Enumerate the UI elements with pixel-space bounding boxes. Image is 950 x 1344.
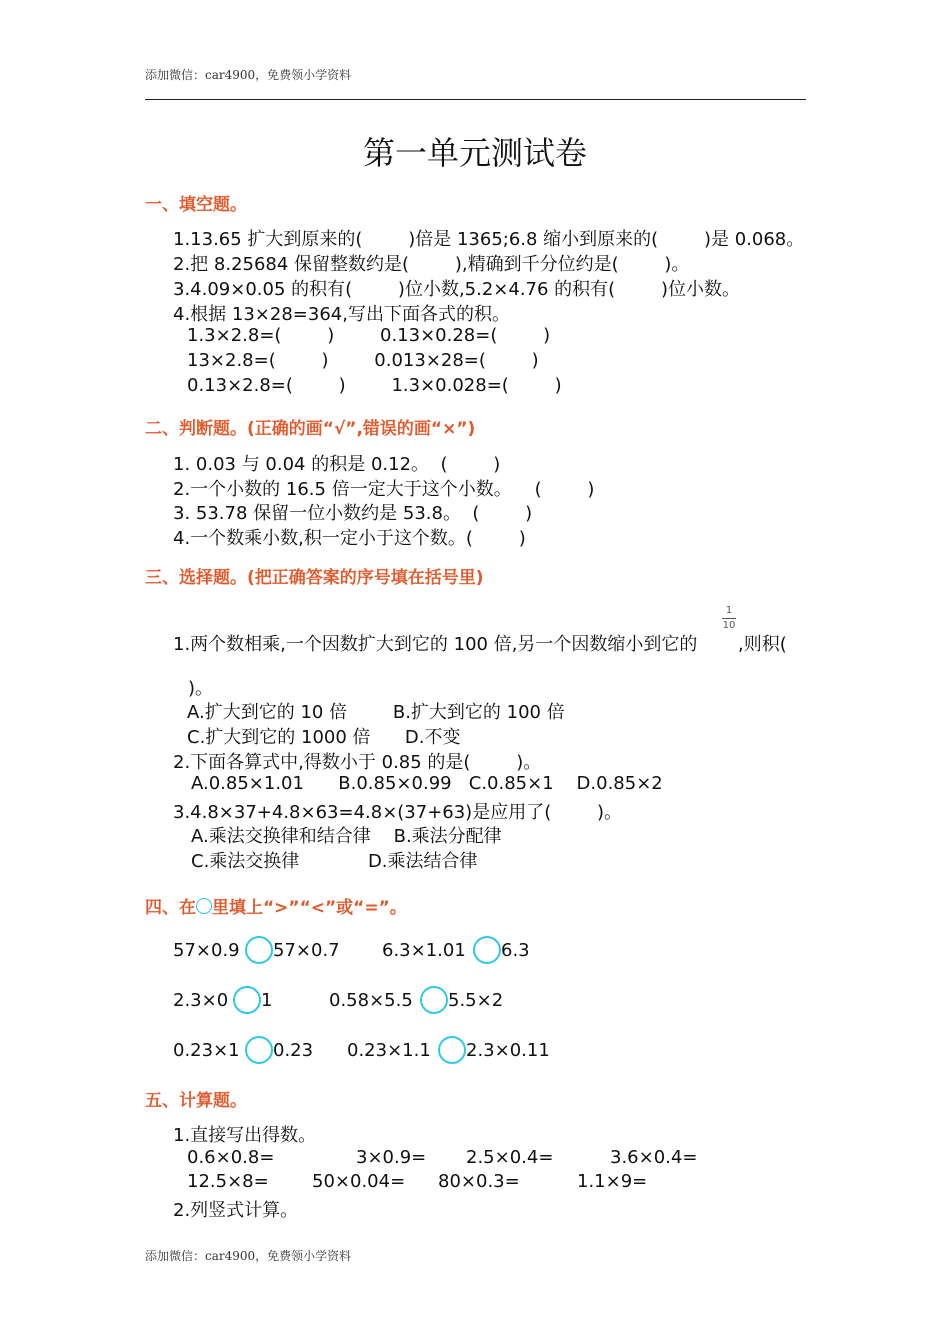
compare-circle-3[interactable] (233, 986, 261, 1014)
calc-q2: 2.列竖式计算。 (173, 1200, 299, 1221)
compare-right-6: 2.3×0.11 (466, 1040, 550, 1061)
compare-circle-4[interactable] (420, 986, 448, 1014)
calc-item: 0.6×0.8= (187, 1147, 275, 1168)
section-compare-heading (145, 893, 407, 918)
compare-circle-6[interactable] (438, 1036, 466, 1064)
judge-q3: 3. 53.78 保留一位小数约是 53.8。 ( ) (173, 503, 533, 524)
choice-q1-cont: )。 (188, 678, 214, 699)
compare-left-1: 57×0.9 (173, 940, 240, 961)
compare-circle-2[interactable] (473, 936, 501, 964)
calc-item: 50×0.04= (312, 1171, 406, 1192)
calc-item: 2.5×0.4= (466, 1147, 554, 1168)
section-judge-heading: 二、判断题。(正确的画“√”,错误的画“×”) (145, 419, 476, 439)
fill-q1: 1.13.65 扩大到原来的( )倍是 1365;6.8 缩小到原来的( )是 0.068。 (173, 229, 805, 250)
fill-q3: 3.4.09×0.05 的积有( )位小数,5.2×4.76 的积有( )位小数。 (173, 279, 740, 300)
choice-q2-options: A.0.85×1.01 B.0.85×0.99 C.0.85×1 D.0.85×2 (191, 773, 663, 794)
choice-q1: 1.两个数相乘,一个因数扩大到它的 100 倍,另一个因数缩小到它的 (173, 634, 698, 655)
fraction-numerator: 1 (725, 605, 733, 616)
judge-q2: 2.一个小数的 16.5 倍一定大于这个小数。 ( ) (173, 479, 595, 500)
calc-item: 3.6×0.4= (610, 1147, 698, 1168)
fill-q4-row2: 13×2.8=( ) 0.013×28=( ) (187, 350, 539, 371)
compare-left-5: 0.23×1 (173, 1040, 240, 1061)
compare-left-3: 2.3×0 (173, 990, 229, 1011)
compare-circle-5[interactable] (245, 1036, 273, 1064)
calc-item: 3×0.9= (356, 1147, 427, 1168)
calc-item: 80×0.3= (438, 1171, 520, 1192)
fill-q4-row3: 0.13×2.8=( ) 1.3×0.028=( ) (187, 375, 562, 396)
fraction-bar (722, 618, 736, 619)
compare-left-2: 6.3×1.01 (382, 940, 466, 961)
header-note: 添加微信：car4900，免费领小学资料 (145, 68, 352, 82)
compare-right-1: 57×0.7 (273, 940, 340, 961)
compare-right-5: 0.23 (273, 1040, 314, 1061)
fill-q4-row1: 1.3×2.8=( ) 0.13×0.28=( ) (187, 325, 551, 346)
fill-q4: 4.根据 13×28=364,写出下面各式的积。 (173, 304, 510, 325)
fraction-one-tenth (722, 605, 736, 632)
choice-q1-tail: ,则积( (738, 634, 787, 655)
footer-note: 添加微信：car4900，免费领小学资料 (145, 1249, 352, 1263)
compare-left-6: 0.23×1.1 (347, 1040, 431, 1061)
calc-item: 1.1×9= (577, 1171, 648, 1192)
compare-right-4: 5.5×2 (448, 990, 504, 1011)
compare-heading-post: 里填上“>”“<”或“=”。 (212, 898, 407, 918)
section-choice-heading: 三、选择题。(把正确答案的序号填在括号里) (145, 568, 484, 588)
choice-q3-options-ab: A.乘法交换律和结合律 B.乘法分配律 (191, 826, 502, 847)
choice-q2: 2.下面各算式中,得数小于 0.85 的是( )。 (173, 752, 542, 773)
section-fill-heading: 一、填空题。 (145, 195, 247, 215)
header-divider (145, 99, 806, 100)
page-title: 第一单元测试卷 (362, 134, 587, 172)
compare-heading-pre: 四、在 (145, 898, 196, 918)
judge-q1: 1. 0.03 与 0.04 的积是 0.12。 ( ) (173, 454, 501, 475)
fill-q2: 2.把 8.25684 保留整数约是( ),精确到千分位约是( )。 (173, 254, 690, 275)
calc-q1: 1.直接写出得数。 (173, 1125, 317, 1146)
compare-circle-1[interactable] (245, 936, 273, 964)
compare-right-2: 6.3 (501, 940, 530, 961)
compare-left-4: 0.58×5.5 (329, 990, 413, 1011)
section-calc-heading: 五、计算题。 (145, 1091, 247, 1111)
fraction-denominator: 10 (722, 620, 736, 631)
choice-q3-options-cd: C.乘法交换律 D.乘法结合律 (191, 851, 478, 872)
choice-q1-options-cd: C.扩大到它的 1000 倍 D.不变 (187, 727, 461, 748)
choice-q3: 3.4.8×37+4.8×63=4.8×(37+63)是应用了( )。 (173, 802, 623, 823)
judge-q4: 4.一个数乘小数,积一定小于这个数。( ) (173, 528, 526, 549)
choice-q1-options-ab: A.扩大到它的 10 倍 B.扩大到它的 100 倍 (187, 702, 565, 723)
calc-item: 12.5×8= (187, 1171, 269, 1192)
circle-icon (196, 898, 212, 914)
compare-right-3: 1 (261, 990, 273, 1011)
